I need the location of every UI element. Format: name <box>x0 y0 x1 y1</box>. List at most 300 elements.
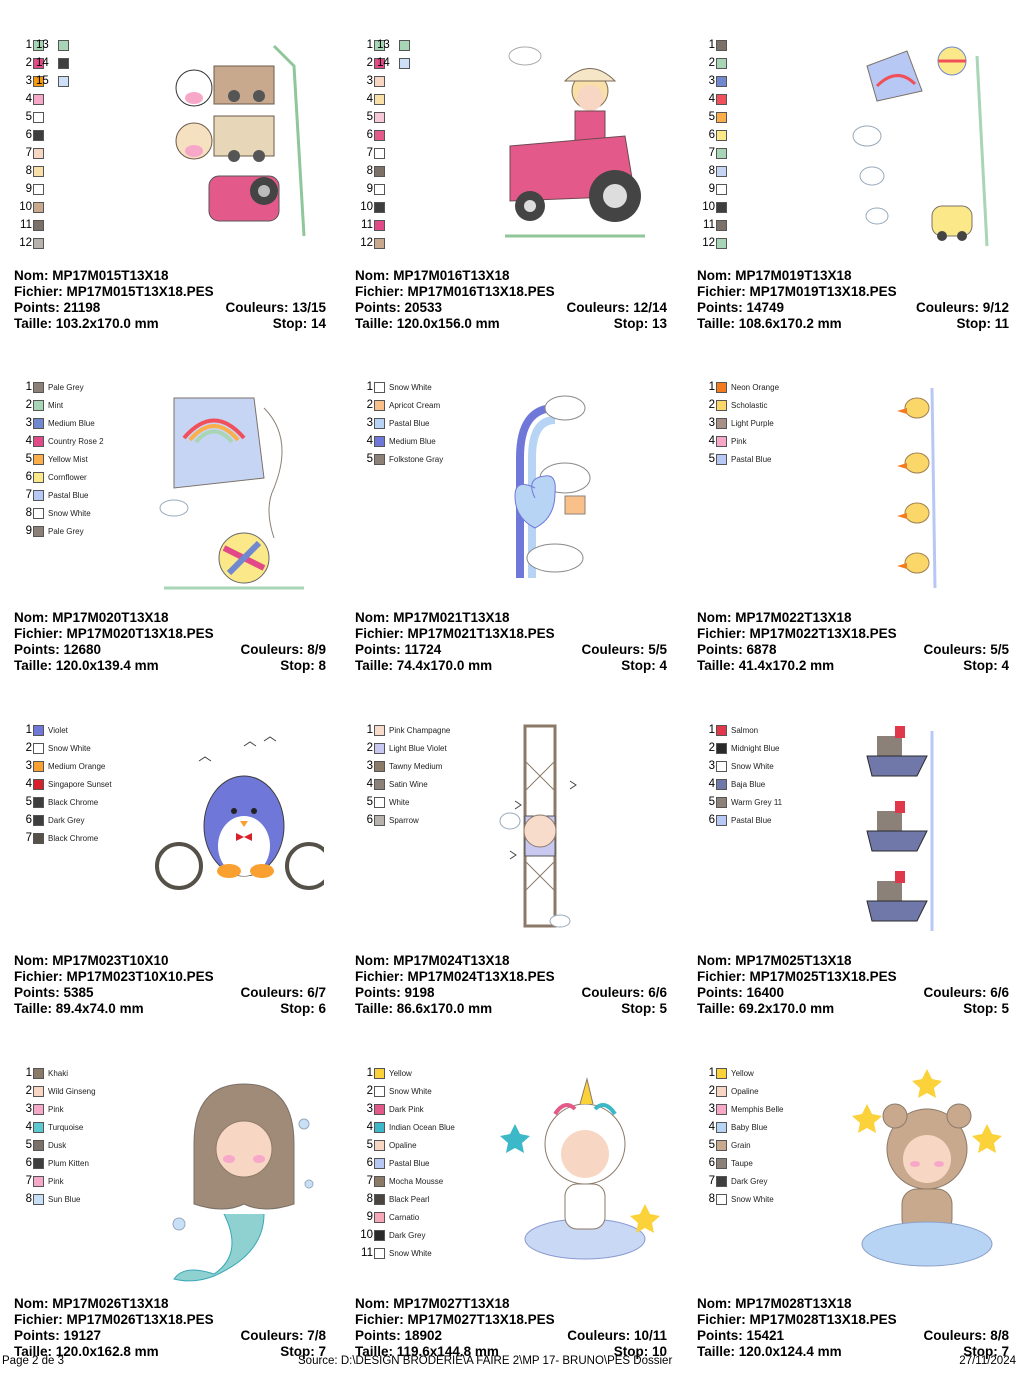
color-swatch <box>33 1122 44 1133</box>
color-item <box>701 378 779 396</box>
color-swatch <box>716 1140 727 1151</box>
embroidery-preview <box>837 1064 1007 1284</box>
color-name: Indian Ocean Blue <box>389 1122 455 1132</box>
color-item <box>36 54 69 72</box>
color-number: 3 <box>708 760 715 772</box>
color-number: 15 <box>36 75 49 87</box>
color-number: 5 <box>366 453 373 465</box>
color-item <box>701 216 727 234</box>
design-size: Taille: 108.6x170.2 mm <box>697 316 842 331</box>
color-name: Taupe <box>731 1158 753 1168</box>
color-swatch <box>374 1248 385 1259</box>
color-number: 7 <box>708 1175 715 1187</box>
color-number: 4 <box>25 778 32 790</box>
design-size: Taille: 120.0x162.8 mm <box>14 1344 159 1359</box>
color-swatch <box>716 761 727 772</box>
color-number: 8 <box>25 165 32 177</box>
color-swatch <box>374 1086 385 1097</box>
color-swatch <box>374 743 385 754</box>
color-number: 2 <box>25 57 32 69</box>
color-item <box>377 36 410 54</box>
color-swatch <box>374 238 385 249</box>
color-swatch <box>716 400 727 411</box>
color-swatch <box>716 779 727 790</box>
color-item <box>18 234 44 252</box>
color-item <box>359 1190 455 1208</box>
color-number: 4 <box>366 435 373 447</box>
color-name: Mocha Mousse <box>389 1176 444 1186</box>
design-colors: Couleurs: 8/9 <box>240 642 326 657</box>
color-item <box>701 162 727 180</box>
embroidery-preview <box>154 36 324 256</box>
color-name: Khaki <box>48 1068 69 1078</box>
design-card <box>14 1038 334 1378</box>
color-number: 4 <box>25 93 32 105</box>
color-item <box>701 1172 783 1190</box>
color-number: 3 <box>366 1103 373 1115</box>
color-number: 11 <box>703 219 715 231</box>
color-item <box>359 793 450 811</box>
embroidery-preview <box>154 378 324 598</box>
color-item <box>18 811 112 829</box>
color-item <box>359 396 443 414</box>
design-card <box>14 10 334 350</box>
design-stops: Stop: 6 <box>280 1001 326 1016</box>
color-number: 4 <box>708 435 715 447</box>
color-swatch <box>716 202 727 213</box>
color-item <box>701 180 727 198</box>
color-item <box>18 90 44 108</box>
color-number: 10 <box>702 201 715 213</box>
color-swatch <box>33 797 44 808</box>
color-number: 5 <box>25 1139 32 1151</box>
color-swatch <box>33 382 44 393</box>
color-number: 6 <box>25 1157 32 1169</box>
design-stops: Stop: 5 <box>621 1001 667 1016</box>
color-swatch <box>33 418 44 429</box>
color-number: 2 <box>708 57 715 69</box>
color-swatch <box>33 725 44 736</box>
color-swatch <box>716 1086 727 1097</box>
color-swatch <box>374 815 385 826</box>
color-name: Pink <box>48 1104 64 1114</box>
color-number: 5 <box>25 453 32 465</box>
color-name: Snow White <box>731 1194 774 1204</box>
color-swatch <box>374 184 385 195</box>
color-number: 3 <box>708 1103 715 1115</box>
design-name: Nom: MP17M019T13X18 <box>697 268 852 283</box>
color-swatch <box>716 166 727 177</box>
design-info <box>14 268 326 332</box>
extra-color-list <box>36 36 69 90</box>
color-name: White <box>389 797 410 807</box>
embroidery-preview <box>495 721 665 941</box>
color-name: Light Blue Violet <box>389 743 447 753</box>
color-number: 9 <box>708 183 715 195</box>
color-item <box>359 90 385 108</box>
embroidery-preview <box>837 721 1007 941</box>
color-item <box>359 1208 455 1226</box>
design-card <box>697 1038 1017 1378</box>
color-name: Pastal Blue <box>389 1158 430 1168</box>
color-number: 6 <box>708 129 715 141</box>
color-swatch <box>33 166 44 177</box>
color-item <box>18 504 104 522</box>
design-name: Nom: MP17M026T13X18 <box>14 1296 169 1311</box>
color-name: Opaline <box>731 1086 759 1096</box>
color-number: 3 <box>25 75 32 87</box>
color-name: Pastal Blue <box>48 490 89 500</box>
color-item <box>359 198 385 216</box>
color-number: 8 <box>708 1193 715 1205</box>
color-number: 3 <box>25 1103 32 1115</box>
design-colors: Couleurs: 9/12 <box>915 300 1009 315</box>
color-swatch <box>716 76 727 87</box>
color-number: 11 <box>20 219 32 231</box>
color-name: Carnatio <box>389 1212 420 1222</box>
color-name: Yellow <box>731 1068 754 1078</box>
color-swatch <box>33 1104 44 1115</box>
color-item <box>701 90 727 108</box>
color-number: 4 <box>25 1121 32 1133</box>
color-item <box>701 414 779 432</box>
color-name: Snow White <box>389 382 432 392</box>
color-item <box>701 1136 783 1154</box>
design-file: Fichier: MP17M019T13X18.PES <box>697 284 897 299</box>
color-item <box>18 1136 96 1154</box>
color-swatch <box>716 725 727 736</box>
color-swatch <box>33 833 44 844</box>
color-swatch <box>716 238 727 249</box>
color-swatch <box>716 1122 727 1133</box>
color-number: 11 <box>361 1247 373 1259</box>
design-points: Points: 19127 <box>14 1328 102 1343</box>
color-number: 8 <box>25 1193 32 1205</box>
color-item <box>701 54 727 72</box>
color-swatch <box>716 382 727 393</box>
color-item <box>701 1154 783 1172</box>
color-swatch <box>33 94 44 105</box>
color-item <box>701 144 727 162</box>
color-item <box>701 36 727 54</box>
design-colors: Couleurs: 8/8 <box>923 1328 1009 1343</box>
color-swatch <box>374 166 385 177</box>
color-swatch <box>33 238 44 249</box>
color-swatch <box>374 1068 385 1079</box>
color-swatch <box>58 40 69 51</box>
color-swatch <box>374 1212 385 1223</box>
design-info <box>14 953 326 1017</box>
color-number: 4 <box>366 1121 373 1133</box>
color-number: 5 <box>708 111 715 123</box>
design-card <box>14 352 334 692</box>
color-number: 2 <box>708 399 715 411</box>
color-name: Wild Ginseng <box>48 1086 96 1096</box>
design-name: Nom: MP17M020T13X18 <box>14 610 169 625</box>
color-swatch <box>33 1068 44 1079</box>
color-swatch <box>33 472 44 483</box>
color-item <box>18 1190 96 1208</box>
design-info <box>14 1296 326 1360</box>
design-info <box>14 610 326 674</box>
page-footer <box>0 1354 1024 1370</box>
design-points: Points: 12680 <box>14 642 102 657</box>
design-points: Points: 20533 <box>355 300 443 315</box>
color-name: Neon Orange <box>731 382 780 392</box>
color-item <box>18 1118 96 1136</box>
design-size: Taille: 74.4x170.0 mm <box>355 658 493 673</box>
color-number: 1 <box>366 381 373 393</box>
color-item <box>359 1172 455 1190</box>
color-number: 10 <box>19 201 32 213</box>
color-item <box>18 216 44 234</box>
color-item <box>18 1172 96 1190</box>
design-stops: Stop: 4 <box>621 658 667 673</box>
color-swatch <box>33 220 44 231</box>
color-number: 8 <box>708 165 715 177</box>
color-name: Snow White <box>48 508 91 518</box>
design-points: Points: 15421 <box>697 1328 785 1343</box>
color-item <box>18 1064 96 1082</box>
color-swatch <box>374 454 385 465</box>
color-name: Pink Champagne <box>389 725 451 735</box>
color-item <box>359 721 450 739</box>
color-swatch <box>33 454 44 465</box>
color-item <box>359 1118 455 1136</box>
color-swatch <box>399 58 410 69</box>
color-item <box>18 721 112 739</box>
color-number: 7 <box>25 832 32 844</box>
color-list <box>18 721 112 847</box>
color-number: 4 <box>708 778 715 790</box>
design-card <box>14 695 334 1035</box>
extra-color-list <box>377 36 410 72</box>
color-swatch <box>716 436 727 447</box>
color-swatch <box>374 725 385 736</box>
color-item <box>18 486 104 504</box>
color-swatch <box>716 743 727 754</box>
design-card <box>697 352 1017 692</box>
color-number: 11 <box>361 219 373 231</box>
color-item <box>701 1100 783 1118</box>
color-item <box>18 793 112 811</box>
color-number: 3 <box>25 760 32 772</box>
color-swatch <box>33 1140 44 1151</box>
color-name: Mint <box>48 400 64 410</box>
color-swatch <box>33 490 44 501</box>
color-swatch <box>33 148 44 159</box>
color-item <box>377 54 410 72</box>
color-number: 5 <box>25 111 32 123</box>
color-swatch <box>58 76 69 87</box>
color-number: 7 <box>708 147 715 159</box>
color-number: 9 <box>25 525 32 537</box>
color-name: Pale Grey <box>48 526 84 536</box>
color-item <box>18 739 112 757</box>
color-item <box>701 396 779 414</box>
color-number: 5 <box>366 1139 373 1151</box>
color-number: 13 <box>377 39 390 51</box>
color-item <box>18 450 104 468</box>
color-name: Snow White <box>389 1086 432 1096</box>
color-number: 12 <box>360 237 373 249</box>
color-name: Light Purple <box>731 418 774 428</box>
color-number: 10 <box>360 201 373 213</box>
design-card <box>697 695 1017 1035</box>
design-stops: Stop: 14 <box>272 316 326 331</box>
color-item <box>359 126 385 144</box>
color-list <box>359 1064 455 1262</box>
color-name: Turquoise <box>48 1122 84 1132</box>
color-name: Sun Blue <box>48 1194 81 1204</box>
color-swatch <box>33 202 44 213</box>
design-card <box>355 352 675 692</box>
design-stops: Stop: 7 <box>280 1344 326 1359</box>
color-item <box>18 1082 96 1100</box>
color-number: 8 <box>25 507 32 519</box>
color-name: Snow White <box>731 761 774 771</box>
design-info <box>697 268 1009 332</box>
color-swatch <box>33 400 44 411</box>
color-number: 1 <box>366 39 373 51</box>
color-swatch <box>374 1230 385 1241</box>
color-number: 7 <box>25 1175 32 1187</box>
color-item <box>359 144 385 162</box>
design-points: Points: 18902 <box>355 1328 443 1343</box>
design-size: Taille: 103.2x170.0 mm <box>14 316 159 331</box>
design-stops: Stop: 5 <box>963 1001 1009 1016</box>
color-number: 2 <box>366 57 373 69</box>
color-swatch <box>374 76 385 87</box>
color-number: 1 <box>708 381 715 393</box>
color-swatch <box>58 58 69 69</box>
design-card <box>355 1038 675 1378</box>
source-path: Source: D:\DESIGN BRODERIE\A FAIRE 2\MP 17- BRUNO\PES Dossier <box>298 1355 673 1367</box>
color-name: Medium Orange <box>48 761 106 771</box>
color-swatch <box>374 202 385 213</box>
color-swatch <box>716 815 727 826</box>
color-number: 1 <box>708 39 715 51</box>
design-file: Fichier: MP17M024T13X18.PES <box>355 969 555 984</box>
design-size: Taille: 41.4x170.2 mm <box>697 658 835 673</box>
color-name: Warm Grey 11 <box>731 797 783 807</box>
color-swatch <box>716 1104 727 1115</box>
color-number: 5 <box>25 796 32 808</box>
color-name: Salmon <box>731 725 759 735</box>
color-swatch <box>716 58 727 69</box>
color-item <box>359 72 385 90</box>
color-name: Snow White <box>48 743 91 753</box>
design-points: Points: 14749 <box>697 300 785 315</box>
color-name: Country Rose 2 <box>48 436 104 446</box>
color-item <box>359 739 450 757</box>
color-item <box>701 721 782 739</box>
color-number: 2 <box>366 1085 373 1097</box>
color-item <box>359 216 385 234</box>
color-number: 7 <box>25 147 32 159</box>
color-name: Dusk <box>48 1140 67 1150</box>
color-number: 9 <box>366 183 373 195</box>
color-item <box>18 432 104 450</box>
color-swatch <box>716 130 727 141</box>
color-item <box>359 1100 455 1118</box>
color-item <box>18 829 112 847</box>
design-colors: Couleurs: 10/11 <box>567 1328 667 1343</box>
color-item <box>701 198 727 216</box>
color-number: 8 <box>366 1193 373 1205</box>
design-info <box>355 268 667 332</box>
color-name: Yellow Mist <box>48 454 88 464</box>
color-swatch <box>374 112 385 123</box>
design-stops: Stop: 11 <box>956 316 1009 331</box>
design-file: Fichier: MP17M022T13X18.PES <box>697 626 897 641</box>
embroidery-preview <box>495 378 665 598</box>
design-stops: Stop: 8 <box>280 658 326 673</box>
design-colors: Couleurs: 13/15 <box>225 300 326 315</box>
design-colors: Couleurs: 6/7 <box>240 985 326 1000</box>
color-swatch <box>374 220 385 231</box>
color-item <box>701 126 727 144</box>
color-item <box>18 775 112 793</box>
design-name: Nom: MP17M024T13X18 <box>355 953 510 968</box>
color-item <box>359 180 385 198</box>
design-size: Taille: 119.6x144.8 mm <box>355 1344 499 1359</box>
color-name: Black Chrome <box>48 833 99 843</box>
color-number: 2 <box>366 742 373 754</box>
color-swatch <box>374 148 385 159</box>
color-swatch <box>374 382 385 393</box>
design-file: Fichier: MP17M026T13X18.PES <box>14 1312 214 1327</box>
color-swatch <box>716 1194 727 1205</box>
color-name: Apricot Cream <box>389 400 441 410</box>
color-swatch <box>374 400 385 411</box>
design-name: Nom: MP17M027T13X18 <box>355 1296 510 1311</box>
color-name: Cornflower <box>48 472 87 482</box>
color-number: 7 <box>25 489 32 501</box>
design-size: Taille: 120.0x124.4 mm <box>697 1344 842 1359</box>
embroidery-preview <box>154 721 324 941</box>
color-item <box>359 234 385 252</box>
design-size: Taille: 120.0x156.0 mm <box>355 316 500 331</box>
color-item <box>359 1136 455 1154</box>
color-item <box>359 414 443 432</box>
color-item <box>18 162 44 180</box>
color-item <box>359 1064 455 1082</box>
design-name: Nom: MP17M015T13X18 <box>14 268 169 283</box>
design-name: Nom: MP17M028T13X18 <box>697 1296 852 1311</box>
design-colors: Couleurs: 5/5 <box>923 642 1009 657</box>
color-number: 14 <box>36 57 49 69</box>
color-number: 3 <box>25 417 32 429</box>
design-info <box>355 953 667 1017</box>
color-item <box>701 450 779 468</box>
color-number: 4 <box>708 1121 715 1133</box>
color-name: Violet <box>48 725 68 735</box>
color-item <box>701 1190 783 1208</box>
color-number: 5 <box>708 796 715 808</box>
color-name: Plum Kitten <box>48 1158 89 1168</box>
color-number: 7 <box>366 147 373 159</box>
design-size: Taille: 86.6x170.0 mm <box>355 1001 493 1016</box>
color-number: 9 <box>25 183 32 195</box>
color-item <box>18 468 104 486</box>
color-swatch <box>716 1158 727 1169</box>
color-swatch <box>33 1194 44 1205</box>
color-swatch <box>33 436 44 447</box>
color-swatch <box>716 184 727 195</box>
color-number: 6 <box>25 129 32 141</box>
color-swatch <box>716 148 727 159</box>
